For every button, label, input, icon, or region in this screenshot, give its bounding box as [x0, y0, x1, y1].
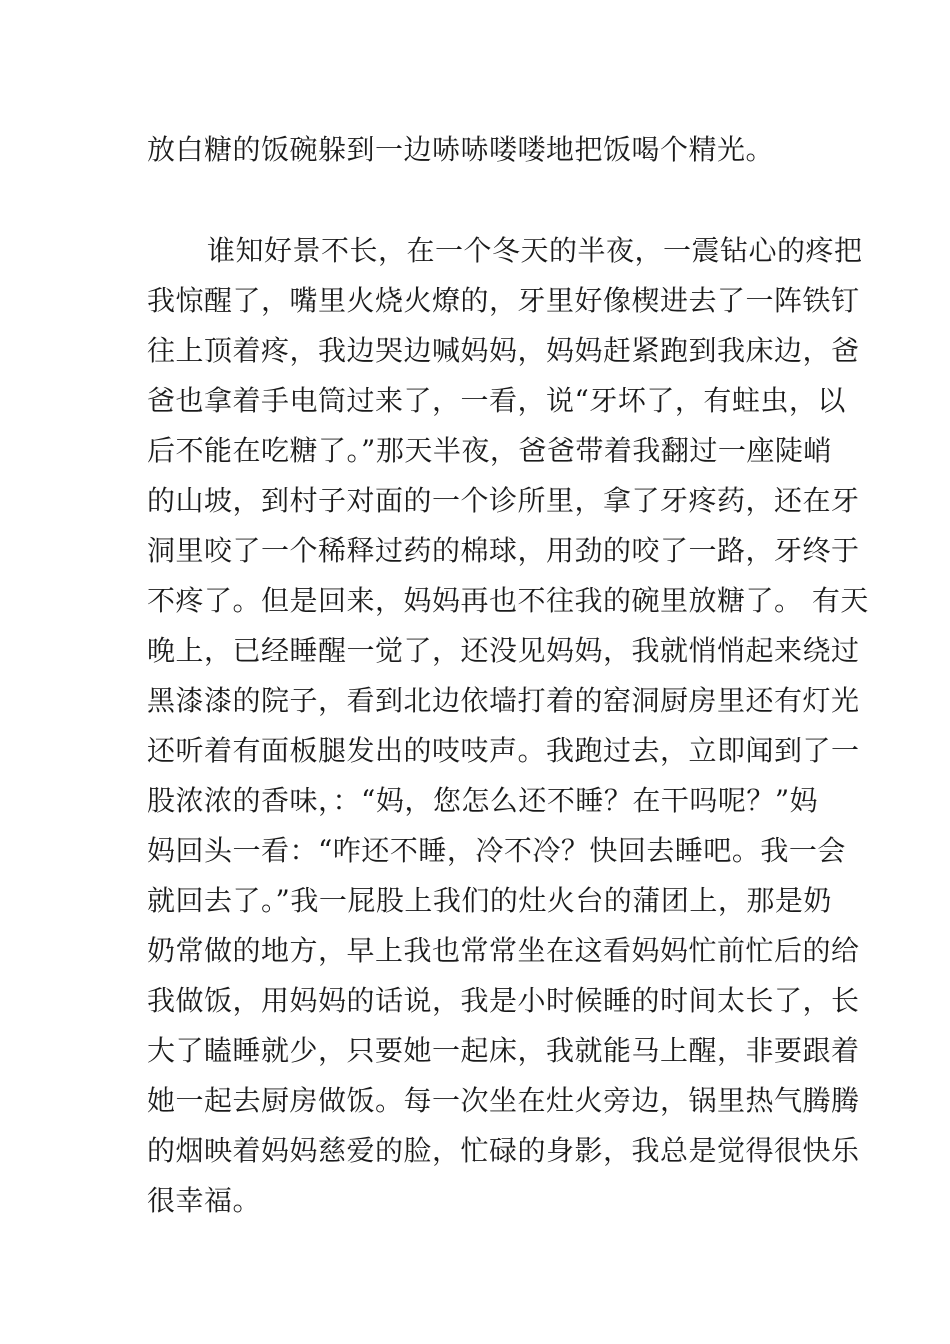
paragraph-2-line-20: 很幸福。 — [147, 1184, 262, 1217]
paragraph-2-line-6: 的山坡，到村子对面的一个诊所里，拿了牙疼药，还在牙 — [147, 484, 860, 517]
paragraph-1-line-1: 放白糖的饭碗躲到一边哧哧喽喽地把饭喝个精光。 — [147, 133, 775, 166]
paragraph-2-line-7: 洞里咬了一个稀释过药的棉球，用劲的咬了一路，牙终于 — [147, 534, 860, 567]
paragraph-2-line-13: 妈回头一看：“咋还不睡，冷不冷？快回去睡吧。我一会 — [147, 834, 846, 867]
paragraph-2-line-1: 谁知好景不长，在一个冬天的半夜，一震钻心的疼把 — [207, 234, 863, 267]
paragraph-2-line-17: 大了瞌睡就少，只要她一起床，我就能马上醒，非要跟着 — [147, 1034, 860, 1067]
paragraph-2-line-10: 黑漆漆的院子，看到北边依墙打着的窑洞厨房里还有灯光 — [147, 684, 860, 717]
paragraph-2-line-15: 奶常做的地方，早上我也常常坐在这看妈妈忙前忙后的给 — [147, 934, 860, 967]
paragraph-2-line-16: 我做饭，用妈妈的话说，我是小时候睡的时间太长了，长 — [147, 984, 860, 1017]
paragraph-2-line-9: 晚上，已经睡醒一觉了，还没见妈妈，我就悄悄起来绕过 — [147, 634, 860, 667]
paragraph-2-line-11: 还听着有面板腿发出的吱吱声。我跑过去，立即闻到了一 — [147, 734, 860, 767]
paragraph-2-line-8: 不疼了。但是回来，妈妈再也不往我的碗里放糖了。 有天 — [147, 584, 869, 617]
paragraph-2-line-19: 的烟映着妈妈慈爱的脸，忙碌的身影，我总是觉得很快乐 — [147, 1134, 860, 1167]
paragraph-2-line-3: 往上顶着疼，我边哭边喊妈妈，妈妈赶紧跑到我床边，爸 — [147, 334, 860, 367]
paragraph-2-line-18: 她一起去厨房做饭。每一次坐在灶火旁边，锅里热气腾腾 — [147, 1084, 860, 1117]
paragraph-2-line-4: 爸也拿着手电筒过来了，一看，说“牙坏了，有蛀虫，以 — [147, 384, 846, 417]
paragraph-2-line-14: 就回去了。”我一屁股上我们的灶火台的蒲团上，那是奶 — [147, 884, 832, 917]
paragraph-2-line-2: 我惊醒了，嘴里火烧火燎的，牙里好像楔进去了一阵铁钉 — [147, 284, 860, 317]
paragraph-2-line-12: 股浓浓的香味，：“妈，您怎么还不睡？在干吗呢？”妈 — [147, 784, 819, 817]
paragraph-2-line-5: 后不能在吃糖了。”那天半夜，爸爸带着我翻过一座陡峭 — [147, 434, 832, 467]
